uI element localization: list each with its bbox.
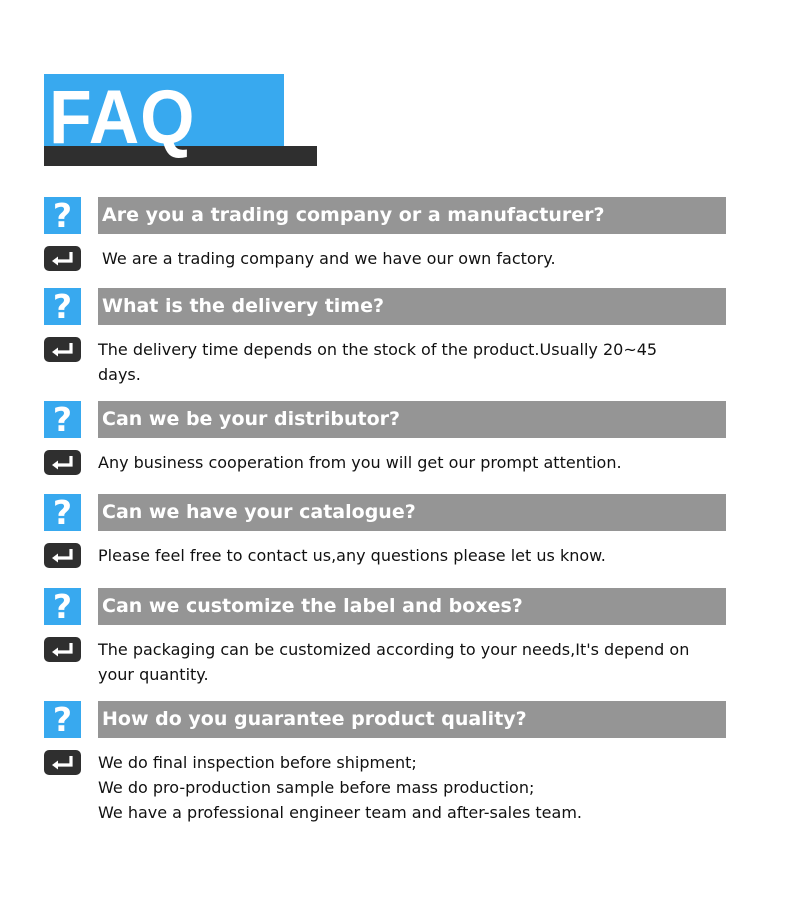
answer-row xyxy=(44,244,726,271)
question-bar xyxy=(44,588,726,625)
return-arrow-icon xyxy=(44,543,81,568)
faq-item xyxy=(44,701,726,825)
faq-header xyxy=(44,74,317,166)
answer-text: We are a trading company and we have our own factory. xyxy=(102,249,556,268)
answer-text: We do final inspection before shipment; We do pro-production sample before mass production; We have a professional engineer team and after-sales team. xyxy=(98,753,582,822)
question-text: What is the delivery time? xyxy=(102,295,385,317)
return-arrow-icon xyxy=(44,750,81,775)
answer-row xyxy=(44,448,726,475)
answer-row xyxy=(44,748,726,825)
question-mark-icon: ? xyxy=(44,588,81,625)
answer-row xyxy=(44,335,726,387)
answer-row xyxy=(44,541,726,568)
question-text: Can we have your catalogue? xyxy=(102,501,416,523)
question-text: Can we customize the label and boxes? xyxy=(102,595,523,617)
question-bar xyxy=(44,401,726,438)
return-arrow-icon xyxy=(44,337,81,362)
faq-item xyxy=(44,588,726,687)
answer-row xyxy=(44,635,726,687)
question-mark-icon: ? xyxy=(44,701,81,738)
return-arrow-icon xyxy=(44,637,81,662)
question-bar xyxy=(44,701,726,738)
question-bar xyxy=(44,197,726,234)
return-arrow-icon xyxy=(44,246,81,271)
answer-text: The packaging can be customized according to your needs,It's depend on your quantity. xyxy=(98,640,690,684)
question-mark-icon: ? xyxy=(44,494,81,531)
question-bar xyxy=(44,288,726,325)
question-text: Can we be your distributor? xyxy=(102,408,401,430)
page-title: FAQ xyxy=(49,75,196,160)
return-arrow-icon xyxy=(44,450,81,475)
question-mark-icon: ? xyxy=(44,401,81,438)
answer-text: The delivery time depends on the stock of the product.Usually 20~45 days. xyxy=(98,340,658,384)
faq-item xyxy=(44,288,726,387)
faq-item xyxy=(44,197,726,271)
faq-item xyxy=(44,494,726,568)
question-mark-icon: ? xyxy=(44,288,81,325)
question-text: How do you guarantee product quality? xyxy=(102,708,527,730)
faq-item xyxy=(44,401,726,475)
answer-text: Any business cooperation from you will get our prompt attention. xyxy=(98,453,622,472)
answer-text: Please feel free to contact us,any questions please let us know. xyxy=(98,546,606,565)
question-mark-icon: ? xyxy=(44,197,81,234)
question-bar xyxy=(44,494,726,531)
question-text: Are you a trading company or a manufacturer? xyxy=(102,204,605,226)
